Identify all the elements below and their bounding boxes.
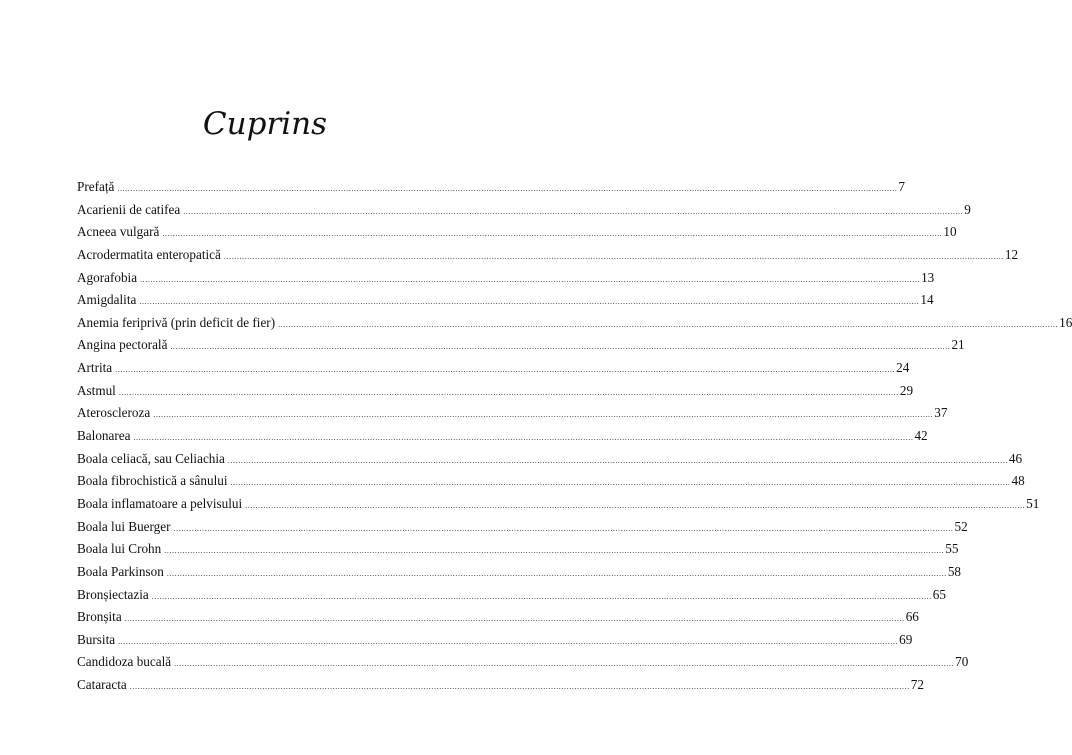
toc-entry-page-number: 16 xyxy=(1059,314,1072,330)
toc-entry-label: Candidoza bucală xyxy=(77,654,172,670)
toc-entry-page-number: 70 xyxy=(955,654,969,670)
toc-entry-page-number: 21 xyxy=(951,337,965,353)
toc-entry-page-number: 42 xyxy=(914,428,928,444)
toc-entry-page-number: 69 xyxy=(899,631,913,647)
toc-entry xyxy=(77,267,935,290)
toc-dot-leader: ............................................................................................................................................................................................................................................................................................................ xyxy=(129,682,910,692)
toc-entry-page-number: 48 xyxy=(1011,473,1025,489)
toc-entry xyxy=(77,402,948,425)
toc-entry xyxy=(77,584,946,607)
toc-entry-label: Boala inflamatoare a pelvisului xyxy=(77,495,243,511)
toc-entry-label: Bronșiectazia xyxy=(77,586,149,602)
toc-dot-leader: ............................................................................................................................................................................................................................................................................................................ xyxy=(245,500,1026,510)
toc-entry-page-number: 9 xyxy=(964,201,971,217)
toc-entry xyxy=(77,674,924,697)
toc-dot-leader: ............................................................................................................................................................................................................................................................................................................ xyxy=(118,636,899,646)
toc-dot-leader: ............................................................................................................................................................................................................................................................................................................ xyxy=(170,342,951,352)
toc-entry-label: Bursita xyxy=(77,631,116,647)
toc-dot-leader: ............................................................................................................................................................................................................................................................................................................ xyxy=(140,274,921,284)
toc-entry-label: Agorafobia xyxy=(77,269,138,285)
toc-entry-page-number: 58 xyxy=(947,563,961,579)
toc-entry-page-number: 51 xyxy=(1026,495,1040,511)
toc-entry-page-number: 13 xyxy=(921,269,935,285)
toc-entry xyxy=(77,516,968,539)
toc-dot-leader: ............................................................................................................................................................................................................................................................................................................ xyxy=(164,546,945,556)
toc-dot-leader: ............................................................................................................................................................................................................................................................................................................ xyxy=(115,365,896,375)
toc-entry xyxy=(77,244,1019,267)
toc-entry-label: Boala fibrochistică a sânului xyxy=(77,473,228,489)
toc-entry-label: Acneea vulgară xyxy=(77,224,160,240)
toc-entry-page-number: 46 xyxy=(1008,450,1023,466)
toc-entry-page-number: 10 xyxy=(943,224,957,240)
toc-entry-page-number: 24 xyxy=(896,360,910,376)
toc-dot-leader: ............................................................................................................................................................................................................................................................................................................ xyxy=(166,568,947,578)
toc-entry xyxy=(77,561,961,584)
toc-entry-page-number: 66 xyxy=(905,609,919,625)
toc-entry-page-number: 14 xyxy=(920,292,934,308)
toc-entry-label: Boala lui Crohn xyxy=(77,541,162,557)
toc-entry xyxy=(77,176,905,199)
toc-dot-leader: ............................................................................................................................................................................................................................................................................................................ xyxy=(227,455,1008,465)
toc-entry-label: Cataracta xyxy=(77,677,127,693)
toc-dot-leader: ............................................................................................................................................................................................................................................................................................................ xyxy=(151,591,932,601)
toc-entry-label: Amigdalita xyxy=(77,292,137,308)
toc-dot-leader: ............................................................................................................................................................................................................................................................................................................ xyxy=(117,184,898,193)
toc-entry-label: Artrita xyxy=(77,360,113,376)
page-title: Cuprins xyxy=(202,106,328,142)
toc-dot-leader: ............................................................................................................................................................................................................................................................................................................ xyxy=(162,229,943,239)
toc-entry xyxy=(77,651,969,674)
toc-entry-page-number: 7 xyxy=(898,179,905,194)
toc-entry xyxy=(77,221,957,244)
toc-entry xyxy=(77,312,1072,335)
toc-dot-leader: ............................................................................................................................................................................................................................................................................................................ xyxy=(223,251,1004,261)
toc-dot-leader: ............................................................................................................................................................................................................................................................................................................ xyxy=(133,433,914,443)
toc-entry-label: Ateroscleroza xyxy=(77,405,151,421)
toc-entry-page-number: 29 xyxy=(899,382,914,398)
toc-dot-leader: ............................................................................................................................................................................................................................................................................................................ xyxy=(183,206,964,216)
toc-entry xyxy=(77,199,971,222)
toc-dot-leader: ............................................................................................................................................................................................................................................................................................................ xyxy=(230,478,1011,488)
toc-entry xyxy=(77,629,913,652)
toc-entry-label: Boala celiacă, sau Celiachia xyxy=(77,450,225,466)
toc-entry-label: Acrodermatita enteropatică xyxy=(77,246,221,262)
toc-entry-label: Balonarea xyxy=(77,428,131,444)
toc-entry xyxy=(77,470,1025,493)
toc-dot-leader: ............................................................................................................................................................................................................................................................................................................ xyxy=(173,523,954,533)
toc-dot-leader: ............................................................................................................................................................................................................................................................................................................ xyxy=(124,614,905,624)
toc-entry xyxy=(77,448,1023,471)
toc-entry-label: Boala Parkinson xyxy=(77,563,164,579)
toc-entry xyxy=(77,334,965,357)
toc-entry-label: Bronșita xyxy=(77,609,122,625)
toc-entry xyxy=(77,493,1040,516)
toc-entry xyxy=(77,380,914,403)
toc-entry xyxy=(77,289,934,312)
toc-dot-leader: ............................................................................................................................................................................................................................................................................................................ xyxy=(118,387,899,397)
table-of-contents xyxy=(77,176,1072,697)
toc-dot-leader: ............................................................................................................................................................................................................................................................................................................ xyxy=(139,297,920,307)
toc-dot-leader: ............................................................................................................................................................................................................................................................................................................ xyxy=(174,659,955,669)
toc-entry-page-number: 55 xyxy=(945,541,959,557)
toc-entry-label: Prefață xyxy=(77,179,115,194)
toc-entry xyxy=(77,357,910,380)
toc-entry-label: Anemia feriprivă (prin deficit de fier) xyxy=(77,314,276,330)
toc-entry xyxy=(77,606,919,629)
toc-entry-page-number: 52 xyxy=(954,518,968,534)
toc-entry-label: Boala lui Buerger xyxy=(77,518,171,534)
toc-entry-label: Acarienii de catifea xyxy=(77,201,181,217)
toc-dot-leader: ............................................................................................................................................................................................................................................................................................................ xyxy=(153,410,934,420)
toc-entry-label: Astmul xyxy=(77,382,116,398)
toc-entry-page-number: 12 xyxy=(1004,246,1019,262)
toc-entry-page-number: 72 xyxy=(910,677,924,693)
toc-entry-page-number: 37 xyxy=(934,405,948,421)
toc-entry-page-number: 65 xyxy=(932,586,946,602)
toc-dot-leader: ............................................................................................................................................................................................................................................................................................................ xyxy=(278,319,1059,329)
toc-entry xyxy=(77,538,959,561)
toc-entry-label: Angina pectorală xyxy=(77,337,168,353)
toc-entry xyxy=(77,425,928,448)
